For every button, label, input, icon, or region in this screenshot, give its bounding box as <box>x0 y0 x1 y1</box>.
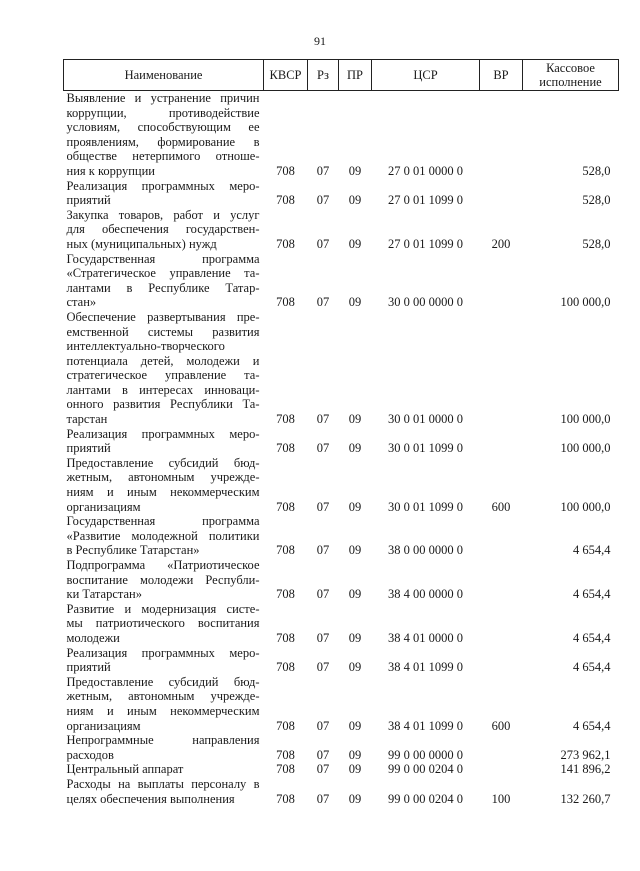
row-name-line: Предоставление субсидий бюд- <box>66 674 260 689</box>
row-kvsr-cell: 708 <box>276 236 295 251</box>
row-rz-cell: 07 <box>316 412 330 427</box>
table-row <box>64 514 619 558</box>
row-name-line: обществе нетерпимого отноше- <box>66 149 260 164</box>
row-pr-cell: 09 <box>348 499 362 514</box>
row-rz-cell: 07 <box>316 441 330 456</box>
row-sum-cell: 528,0 <box>582 163 611 178</box>
row-csr-cell: 27 0 01 0000 0 <box>388 163 463 178</box>
row-kvsr-cell: 708 <box>276 412 295 427</box>
row-vr-cell <box>480 252 523 310</box>
table-row <box>64 179 619 208</box>
header-csr: ЦСР <box>372 60 480 91</box>
row-sum-cell: 4 654,4 <box>573 630 611 645</box>
row-csr-cell: 99 0 00 0000 0 <box>388 747 463 762</box>
row-name-line: жетным, автономным учрежде- <box>66 470 260 485</box>
row-name-line: мы патриотического воспитания <box>66 616 260 631</box>
table-row <box>64 558 619 602</box>
row-name-line: проявлениям, формирование в <box>66 134 260 149</box>
row-name-cell <box>64 427 264 456</box>
table-row <box>64 427 619 456</box>
row-name-line: онного развития Республики Та- <box>66 397 260 412</box>
row-vr-cell <box>480 602 523 646</box>
row-csr-cell: 27 0 01 1099 0 <box>388 193 463 208</box>
budget-table <box>63 59 619 806</box>
row-pr-cell: 09 <box>348 295 362 310</box>
table-row <box>64 675 619 733</box>
row-vr-cell: 200 <box>491 236 511 251</box>
row-vr-cell <box>480 514 523 558</box>
row-pr-cell: 09 <box>348 236 362 251</box>
row-kvsr-cell: 708 <box>276 295 295 310</box>
row-pr-cell: 09 <box>348 412 362 427</box>
table-row <box>64 456 619 514</box>
row-name-line: для обеспечения государствен- <box>66 222 260 237</box>
row-kvsr-cell: 708 <box>276 441 295 456</box>
row-sum-cell: 100 000,0 <box>560 295 611 310</box>
row-csr-cell: 99 0 00 0204 0 <box>388 791 463 806</box>
row-csr-cell: 30 0 00 0000 0 <box>388 295 463 310</box>
row-name-cell <box>64 179 264 208</box>
row-sum-cell: 141 896,2 <box>560 762 611 777</box>
row-name-line: Подпрограмма «Патриотическое <box>66 558 260 572</box>
row-rz-cell: 07 <box>316 543 330 558</box>
row-pr-cell: 09 <box>348 441 362 456</box>
row-csr-cell: 38 4 01 1099 0 <box>388 718 463 733</box>
row-kvsr-cell: 708 <box>276 630 295 645</box>
row-name-cell <box>64 777 264 806</box>
row-sum-cell: 100 000,0 <box>560 499 611 514</box>
row-sum-cell: 273 962,1 <box>560 747 611 762</box>
row-name-cell <box>64 91 264 179</box>
row-sum-cell: 100 000,0 <box>560 441 611 456</box>
row-name-line: стратегическое управление та- <box>66 368 260 383</box>
row-name-line: ния к коррупции <box>66 163 155 178</box>
row-name-line: Обеспечение развертывания пре- <box>66 309 260 324</box>
table-row <box>64 777 619 806</box>
table-row <box>64 762 619 777</box>
row-sum-cell: 528,0 <box>582 236 611 251</box>
header-kvsr: КВСР <box>264 60 308 91</box>
row-kvsr-cell: 708 <box>276 499 295 514</box>
row-vr-cell <box>480 179 523 208</box>
row-vr-cell: 600 <box>491 499 511 514</box>
row-rz-cell: 07 <box>316 587 330 602</box>
row-name-line: ниям и иным некоммерческим <box>66 485 260 500</box>
row-name-line: организациям <box>66 718 141 733</box>
row-pr-cell: 09 <box>348 791 362 806</box>
row-vr-cell: 100 <box>491 791 511 806</box>
row-name-line: ки Татарстан» <box>66 587 143 602</box>
row-name-line: «Развитие молодежной политики <box>66 528 260 543</box>
row-name-line: лантами в Республике Татар- <box>66 280 260 295</box>
row-pr-cell: 09 <box>348 587 362 602</box>
row-csr-cell: 38 4 00 0000 0 <box>388 587 463 602</box>
row-name-cell <box>64 733 264 762</box>
row-name-line: Центральный аппарат <box>66 762 184 777</box>
row-csr-cell: 99 0 00 0204 0 <box>388 762 463 777</box>
table-row <box>64 310 619 427</box>
row-rz-cell: 07 <box>316 295 330 310</box>
row-name-cell <box>64 456 264 514</box>
row-vr-cell <box>480 733 523 762</box>
table-header-row <box>64 60 619 91</box>
row-rz-cell: 07 <box>316 193 330 208</box>
row-pr-cell: 09 <box>348 193 362 208</box>
row-name-line: целях обеспечения выполнения <box>66 791 235 806</box>
row-name-line: Реализация программных меро- <box>66 178 260 193</box>
row-name-line: Выявление и устранение причин <box>66 91 260 105</box>
row-name-line: молодежи <box>66 630 120 645</box>
row-name-line: воспитание молодежи Республи- <box>66 572 260 587</box>
row-name-line: «Стратегическое управление та- <box>66 266 260 281</box>
row-pr-cell: 09 <box>348 163 362 178</box>
row-pr-cell: 09 <box>348 747 362 762</box>
row-name-line: организациям <box>66 499 141 514</box>
table-row <box>64 602 619 646</box>
row-name-line: Развитие и модернизация систе- <box>66 601 260 616</box>
row-rz-cell: 07 <box>316 762 330 777</box>
header-vr: ВР <box>480 60 523 91</box>
row-pr-cell: 09 <box>348 718 362 733</box>
row-sum-cell: 4 654,4 <box>573 718 611 733</box>
row-name-line: коррупции, противодействие <box>66 105 260 120</box>
row-name-line: Закупка товаров, работ и услуг <box>66 207 260 222</box>
row-csr-cell: 30 0 01 1099 0 <box>388 499 463 514</box>
row-name-cell <box>64 646 264 675</box>
row-name-cell <box>64 675 264 733</box>
row-name-cell <box>64 252 264 310</box>
table-row <box>64 208 619 252</box>
row-name-cell <box>64 208 264 252</box>
row-pr-cell: 09 <box>348 762 362 777</box>
row-vr-cell <box>480 427 523 456</box>
row-vr-cell <box>480 310 523 427</box>
row-csr-cell: 30 0 01 0000 0 <box>388 412 463 427</box>
row-kvsr-cell: 708 <box>276 762 295 777</box>
row-vr-cell <box>480 646 523 675</box>
row-csr-cell: 38 0 00 0000 0 <box>388 543 463 558</box>
table-row <box>64 252 619 310</box>
row-sum-cell: 4 654,4 <box>573 660 611 675</box>
row-rz-cell: 07 <box>316 660 330 675</box>
row-csr-cell: 38 4 01 1099 0 <box>388 660 463 675</box>
row-rz-cell: 07 <box>316 163 330 178</box>
row-csr-cell: 30 0 01 1099 0 <box>388 441 463 456</box>
row-name-cell <box>64 514 264 558</box>
row-name-line: ных (муниципальных) нужд <box>66 236 217 251</box>
row-sum-cell: 4 654,4 <box>573 543 611 558</box>
row-name-line: приятий <box>66 193 111 208</box>
row-name-line: жетным, автономным учрежде- <box>66 689 260 704</box>
table-row <box>64 733 619 762</box>
row-name-line: ниям и иным некоммерческим <box>66 703 260 718</box>
table-row <box>64 646 619 675</box>
row-kvsr-cell: 708 <box>276 791 295 806</box>
row-rz-cell: 07 <box>316 630 330 645</box>
row-rz-cell: 07 <box>316 499 330 514</box>
row-name-line: условиям, способствующим ее <box>66 120 260 135</box>
row-kvsr-cell: 708 <box>276 163 295 178</box>
row-rz-cell: 07 <box>316 236 330 251</box>
row-name-line: Государственная программа <box>66 251 260 266</box>
row-rz-cell: 07 <box>316 718 330 733</box>
table-body <box>64 91 619 807</box>
row-name-line: Реализация программных меро- <box>66 426 260 441</box>
row-name-cell <box>64 602 264 646</box>
page-number: 91 <box>314 34 326 48</box>
row-name-line: в Республике Татарстан» <box>66 543 200 558</box>
header-sum: Кассовое исполнение <box>523 60 619 91</box>
row-name-line: расходов <box>66 747 114 762</box>
row-name-line: лантами в интересах инноваци- <box>66 382 260 397</box>
row-name-line: Государственная программа <box>66 514 260 529</box>
row-name-line: тарстан <box>66 412 108 427</box>
row-kvsr-cell: 708 <box>276 718 295 733</box>
row-name-cell <box>64 762 264 777</box>
header-rz: Рз <box>308 60 339 91</box>
row-name-line: приятий <box>66 660 111 675</box>
row-kvsr-cell: 708 <box>276 747 295 762</box>
row-sum-cell: 132 260,7 <box>560 791 611 806</box>
row-name-cell <box>64 310 264 427</box>
row-name-line: емственной системы развития <box>66 324 260 339</box>
header-name: Наименование <box>64 60 264 91</box>
row-name-line: интеллектуально-творческого <box>66 339 225 354</box>
row-kvsr-cell: 708 <box>276 660 295 675</box>
row-rz-cell: 07 <box>316 791 330 806</box>
header-pr: ПР <box>339 60 372 91</box>
row-pr-cell: 09 <box>348 543 362 558</box>
row-name-line: стан» <box>66 295 97 310</box>
row-name-line: Реализация программных меро- <box>66 645 260 660</box>
row-name-line: Расходы на выплаты персоналу в <box>66 776 260 791</box>
row-name-line: потенциала детей, молодежи и <box>66 353 260 368</box>
row-pr-cell: 09 <box>348 660 362 675</box>
row-vr-cell <box>480 558 523 602</box>
row-vr-cell <box>480 91 523 179</box>
row-name-cell <box>64 558 264 602</box>
row-csr-cell: 27 0 01 1099 0 <box>388 236 463 251</box>
row-vr-cell: 600 <box>491 718 511 733</box>
row-rz-cell: 07 <box>316 747 330 762</box>
row-sum-cell: 100 000,0 <box>560 412 611 427</box>
row-name-line: Непрограммные направления <box>66 733 260 748</box>
row-kvsr-cell: 708 <box>276 587 295 602</box>
row-kvsr-cell: 708 <box>276 543 295 558</box>
row-kvsr-cell: 708 <box>276 193 295 208</box>
row-vr-cell <box>480 762 523 777</box>
row-sum-cell: 4 654,4 <box>573 587 611 602</box>
row-csr-cell: 38 4 01 0000 0 <box>388 630 463 645</box>
row-sum-cell: 528,0 <box>582 193 611 208</box>
row-name-line: Предоставление субсидий бюд- <box>66 455 260 470</box>
row-pr-cell: 09 <box>348 630 362 645</box>
table-row <box>64 91 619 179</box>
row-name-line: приятий <box>66 441 111 456</box>
